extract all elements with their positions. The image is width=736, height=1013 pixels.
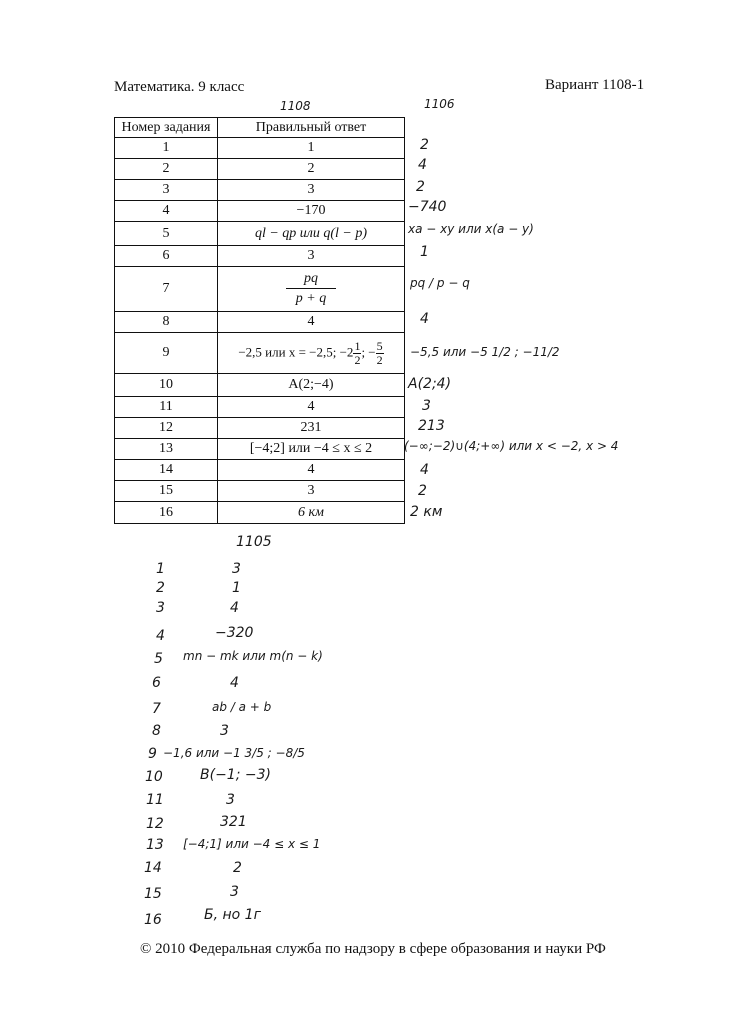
fraction-numerator: 5 [376, 338, 383, 353]
handwritten-1105-number: 6 [152, 675, 161, 691]
handwritten-1106-answer: 4 [420, 311, 429, 327]
handwritten-1105-number: 13 [146, 837, 164, 853]
table-row [115, 374, 405, 397]
task-number: 6 [115, 246, 218, 267]
answer-cell: −170 [218, 201, 405, 222]
answer-cell [218, 267, 405, 312]
handwritten-1106-answer: 2 [420, 137, 429, 153]
handwritten-1105-number: 4 [156, 628, 165, 644]
variant-label: Вариант 1108-1 [545, 77, 645, 93]
handwritten-1105-number: 10 [145, 769, 163, 785]
handwritten-1106-answer: −5,5 или −5 1/2 ; −11/2 [410, 345, 560, 359]
handwritten-1105-answer: B(−1; −3) [200, 767, 271, 783]
answer-cell: A(2;−4) [218, 374, 405, 397]
table-row [115, 138, 405, 159]
fraction-denominator: 2 [354, 352, 361, 367]
column-header-task: Номер задания [115, 118, 218, 138]
task-number: 13 [115, 439, 218, 460]
answer-cell: 3 [218, 180, 405, 201]
handwritten-1105-number: 9 [148, 746, 157, 762]
table-row [115, 460, 405, 481]
table-row [115, 418, 405, 439]
handwritten-1105-number: 2 [156, 580, 165, 596]
handwritten-1106-answer: (−∞;−2)∪(4;+∞) или x < −2, x > 4 [404, 439, 619, 453]
handwritten-1106-answer: pq / p − q [410, 276, 470, 290]
table-row [115, 159, 405, 180]
fraction-numerator: pq [286, 271, 336, 289]
handwritten-label-1106: 1106 [424, 97, 455, 111]
task-number: 8 [115, 312, 218, 333]
task-number: 16 [115, 502, 218, 524]
fraction-denominator: 2 [376, 352, 383, 367]
handwritten-1106-answer: xa − xy или x(a − y) [408, 222, 534, 236]
handwritten-label-1108: 1108 [280, 99, 311, 113]
handwritten-1106-answer: 2 км [410, 504, 443, 520]
handwritten-1105-answer: ab / a + b [212, 700, 272, 714]
table-row [115, 502, 405, 524]
table-row [115, 267, 405, 312]
answer-cell: 4 [218, 397, 405, 418]
handwritten-1106-answer: 4 [420, 462, 429, 478]
subject-title: Математика. 9 класс [114, 79, 245, 95]
handwritten-1105-number: 8 [152, 723, 161, 739]
answer-cell: 3 [218, 246, 405, 267]
handwritten-1105-answer: 3 [230, 884, 239, 900]
table-row [115, 180, 405, 201]
handwritten-1105-answer: [−4;1] или −4 ≤ x ≤ 1 [183, 837, 321, 851]
table-row [115, 481, 405, 502]
handwritten-1106-answer: 2 [418, 483, 427, 499]
handwritten-1105-answer: 1 [232, 580, 241, 596]
table-row [115, 246, 405, 267]
handwritten-1106-answer: 3 [422, 398, 431, 414]
task-number: 1 [115, 138, 218, 159]
table-row [115, 439, 405, 460]
table-row [115, 201, 405, 222]
handwritten-1105-answer: Б, но 1г [204, 907, 261, 923]
handwritten-1106-answer: 213 [418, 418, 445, 434]
handwritten-1105-answer: 3 [232, 561, 241, 577]
answer-cell [218, 333, 405, 374]
handwritten-1105-number: 7 [152, 701, 161, 717]
task-number: 15 [115, 481, 218, 502]
handwritten-1105-answer: −320 [215, 625, 254, 641]
task-number: 9 [115, 333, 218, 374]
handwritten-1105-answer: 4 [230, 675, 239, 691]
handwritten-1106-answer: 2 [416, 179, 425, 195]
answer-cell: ql − qp или q(l − p) [218, 222, 405, 246]
table-row [115, 312, 405, 333]
handwritten-1105-answer: −1,6 или −1 3/5 ; −8/5 [163, 746, 305, 760]
handwritten-1105-number: 1 [156, 561, 165, 577]
task-number: 4 [115, 201, 218, 222]
answer-cell: 4 [218, 460, 405, 481]
handwritten-1105-answer: 321 [220, 814, 247, 830]
handwritten-1105-number: 14 [144, 860, 162, 876]
handwritten-1105-answer: 3 [220, 723, 229, 739]
handwritten-1105-number: 12 [146, 816, 164, 832]
answer-cell: 3 [218, 481, 405, 502]
answer-text: −2,5 или x = −2,5; −2 [238, 343, 354, 359]
fraction-denominator: p + q [295, 291, 327, 306]
answer-cell: 4 [218, 312, 405, 333]
task-number: 12 [115, 418, 218, 439]
answer-cell: 2 [218, 159, 405, 180]
task-number: 2 [115, 159, 218, 180]
handwritten-1105-number: 11 [146, 792, 164, 808]
fraction [286, 271, 336, 307]
table-header-row [115, 118, 405, 138]
task-number: 14 [115, 460, 218, 481]
answer-cell: 231 [218, 418, 405, 439]
task-number: 3 [115, 180, 218, 201]
handwritten-1105-answer: mn − mk или m(n − k) [183, 649, 323, 663]
handwritten-1106-answer: 4 [418, 157, 427, 173]
task-number: 5 [115, 222, 218, 246]
copyright-footer: © 2010 Федеральная служба по надзору в сфере образования и науки РФ [140, 941, 606, 957]
table-row [115, 222, 405, 246]
handwritten-1105-number: 15 [144, 886, 162, 902]
handwritten-1105-answer: 2 [233, 860, 242, 876]
handwritten-1105-answer: 4 [230, 600, 239, 616]
handwritten-1105-number: 16 [144, 912, 162, 928]
handwritten-1105-answer: 3 [226, 792, 235, 808]
handwritten-1105-number: 3 [156, 600, 165, 616]
answer-table [114, 117, 405, 524]
handwritten-1105-number: 5 [154, 651, 163, 667]
fraction-numerator: 1 [354, 338, 361, 353]
answer-cell: [−4;2] или −4 ≤ x ≤ 2 [218, 439, 405, 460]
handwritten-1106-answer: 1 [420, 244, 429, 260]
answer-text: ; − [361, 343, 376, 359]
task-number: 11 [115, 397, 218, 418]
handwritten-1106-answer: −740 [408, 199, 447, 215]
handwritten-label-1105: 1105 [236, 534, 272, 550]
answer-cell: 1 [218, 138, 405, 159]
table-row [115, 333, 405, 374]
fraction [376, 340, 384, 367]
answer-cell: 6 км [218, 502, 405, 524]
task-number: 7 [115, 267, 218, 312]
column-header-answer: Правильный ответ [218, 118, 405, 138]
handwritten-1106-answer: A(2;4) [408, 376, 452, 392]
task-number: 10 [115, 374, 218, 397]
table-row [115, 397, 405, 418]
